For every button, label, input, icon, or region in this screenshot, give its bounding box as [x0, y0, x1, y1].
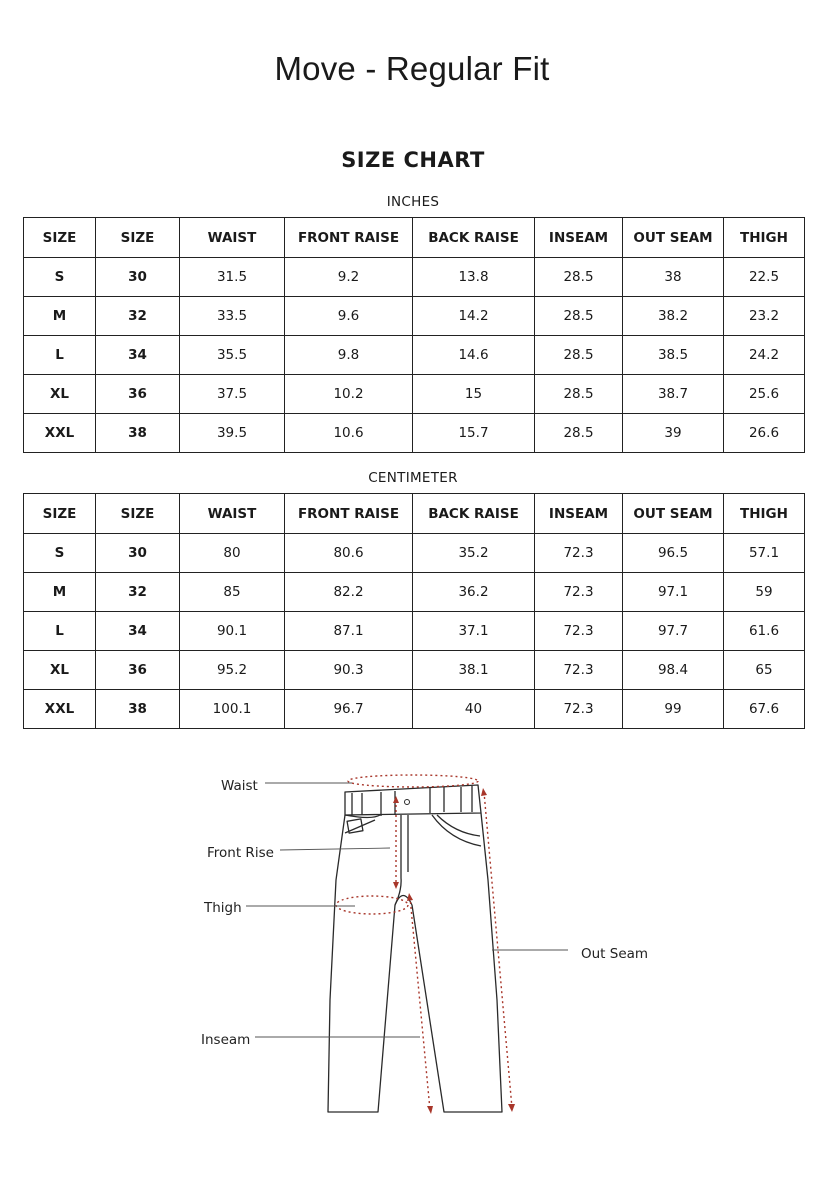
table-cell: 96.5	[623, 534, 724, 573]
waist-label: Waist	[221, 778, 258, 794]
table-cell: 38.1	[413, 651, 535, 690]
table-cell: 9.2	[285, 258, 413, 297]
table-cell: 72.3	[535, 651, 623, 690]
table-cell: 28.5	[535, 297, 623, 336]
table-cell: XXL	[24, 414, 96, 453]
table-cell: 72.3	[535, 690, 623, 729]
waist-measure-ellipse	[348, 775, 478, 787]
table-cell: 38.7	[623, 375, 724, 414]
column-header: FRONT RAISE	[285, 218, 413, 258]
table-cell: 9.6	[285, 297, 413, 336]
table-cell: 14.6	[413, 336, 535, 375]
table-cell: L	[24, 612, 96, 651]
inches-table	[23, 217, 805, 453]
size-chart-heading: SIZE CHART	[341, 148, 485, 172]
table-row	[24, 336, 805, 375]
page-title: Move - Regular Fit	[274, 50, 550, 87]
column-header: OUT SEAM	[623, 218, 724, 258]
table-cell: 31.5	[180, 258, 285, 297]
centimeter-table-body	[24, 534, 805, 729]
table-cell: 37.5	[180, 375, 285, 414]
table-cell: S	[24, 534, 96, 573]
table-cell: 97.7	[623, 612, 724, 651]
table-cell: XL	[24, 375, 96, 414]
table-row	[24, 414, 805, 453]
table-cell: 30	[96, 534, 180, 573]
column-header: FRONT RAISE	[285, 494, 413, 534]
column-header: SIZE	[96, 218, 180, 258]
out-seam-label: Out Seam	[581, 946, 649, 962]
table-cell: 96.7	[285, 690, 413, 729]
table-cell: 26.6	[724, 414, 805, 453]
front-rise-label: Front Rise	[207, 845, 274, 861]
table-cell: 14.2	[413, 297, 535, 336]
centimeter-label: CENTIMETER	[368, 470, 458, 486]
column-header: SIZE	[96, 494, 180, 534]
table-cell: 28.5	[535, 414, 623, 453]
table-row	[24, 690, 805, 729]
measurement-arrowheads	[393, 788, 515, 1114]
table-cell: 9.8	[285, 336, 413, 375]
table-cell: 82.2	[285, 573, 413, 612]
table-cell: 59	[724, 573, 805, 612]
table-cell: 37.1	[413, 612, 535, 651]
table-row	[24, 534, 805, 573]
table-cell: 97.1	[623, 573, 724, 612]
table-row	[24, 297, 805, 336]
table-cell: 15	[413, 375, 535, 414]
inches-label: INCHES	[386, 194, 440, 210]
table-row	[24, 612, 805, 651]
table-row	[24, 258, 805, 297]
table-cell: 10.2	[285, 375, 413, 414]
table-cell: 61.6	[724, 612, 805, 651]
table-cell: 24.2	[724, 336, 805, 375]
column-header: INSEAM	[535, 494, 623, 534]
table-cell: 23.2	[724, 297, 805, 336]
table-cell: S	[24, 258, 96, 297]
table-cell: 40	[413, 690, 535, 729]
inseam-label: Inseam	[201, 1032, 251, 1048]
table-cell: 28.5	[535, 258, 623, 297]
table-cell: 67.6	[724, 690, 805, 729]
table-cell: 80.6	[285, 534, 413, 573]
table-cell: 35.2	[413, 534, 535, 573]
table-cell: 30	[96, 258, 180, 297]
table-cell: 99	[623, 690, 724, 729]
table-cell: 25.6	[724, 375, 805, 414]
table-cell: 36.2	[413, 573, 535, 612]
table-cell: 36	[96, 375, 180, 414]
column-header: INSEAM	[535, 218, 623, 258]
table-cell: M	[24, 573, 96, 612]
inches-table-header	[24, 218, 805, 258]
table-row	[24, 375, 805, 414]
table-cell: 34	[96, 612, 180, 651]
table-cell: 38	[96, 690, 180, 729]
table-cell: XL	[24, 651, 96, 690]
table-cell: 72.3	[535, 612, 623, 651]
table-cell: 38	[96, 414, 180, 453]
centimeter-table	[23, 493, 805, 729]
table-cell: 72.3	[535, 573, 623, 612]
table-cell: 90.3	[285, 651, 413, 690]
column-header: SIZE	[24, 218, 96, 258]
table-cell: M	[24, 297, 96, 336]
table-cell: 39.5	[180, 414, 285, 453]
column-header: THIGH	[724, 218, 805, 258]
table-cell: 65	[724, 651, 805, 690]
column-header: WAIST	[180, 494, 285, 534]
column-header: BACK RAISE	[413, 494, 535, 534]
table-cell: L	[24, 336, 96, 375]
centimeter-table-header	[24, 494, 805, 534]
column-header: OUT SEAM	[623, 494, 724, 534]
table-cell: 38.2	[623, 297, 724, 336]
table-row	[24, 651, 805, 690]
table-cell: 32	[96, 297, 180, 336]
table-cell: 34	[96, 336, 180, 375]
table-cell: 38.5	[623, 336, 724, 375]
table-row	[24, 573, 805, 612]
inches-table-body	[24, 258, 805, 453]
table-cell: 80	[180, 534, 285, 573]
table-cell: 39	[623, 414, 724, 453]
pants-measurement-diagram	[0, 760, 824, 1200]
table-cell: 87.1	[285, 612, 413, 651]
table-cell: 28.5	[535, 336, 623, 375]
column-header: SIZE	[24, 494, 96, 534]
column-header: WAIST	[180, 218, 285, 258]
table-cell: 28.5	[535, 375, 623, 414]
table-cell: 100.1	[180, 690, 285, 729]
table-cell: 90.1	[180, 612, 285, 651]
table-cell: 95.2	[180, 651, 285, 690]
table-cell: 10.6	[285, 414, 413, 453]
table-cell: 15.7	[413, 414, 535, 453]
table-cell: 35.5	[180, 336, 285, 375]
thigh-measure-ellipse	[336, 896, 408, 914]
table-cell: 57.1	[724, 534, 805, 573]
column-header: THIGH	[724, 494, 805, 534]
table-cell: 33.5	[180, 297, 285, 336]
table-cell: 36	[96, 651, 180, 690]
column-header: BACK RAISE	[413, 218, 535, 258]
table-cell: 32	[96, 573, 180, 612]
table-cell: 85	[180, 573, 285, 612]
thigh-label: Thigh	[204, 900, 242, 916]
table-cell: 72.3	[535, 534, 623, 573]
table-cell: 22.5	[724, 258, 805, 297]
leader-lines	[246, 783, 568, 1037]
table-cell: XXL	[24, 690, 96, 729]
table-cell: 38	[623, 258, 724, 297]
table-cell: 98.4	[623, 651, 724, 690]
table-cell: 13.8	[413, 258, 535, 297]
